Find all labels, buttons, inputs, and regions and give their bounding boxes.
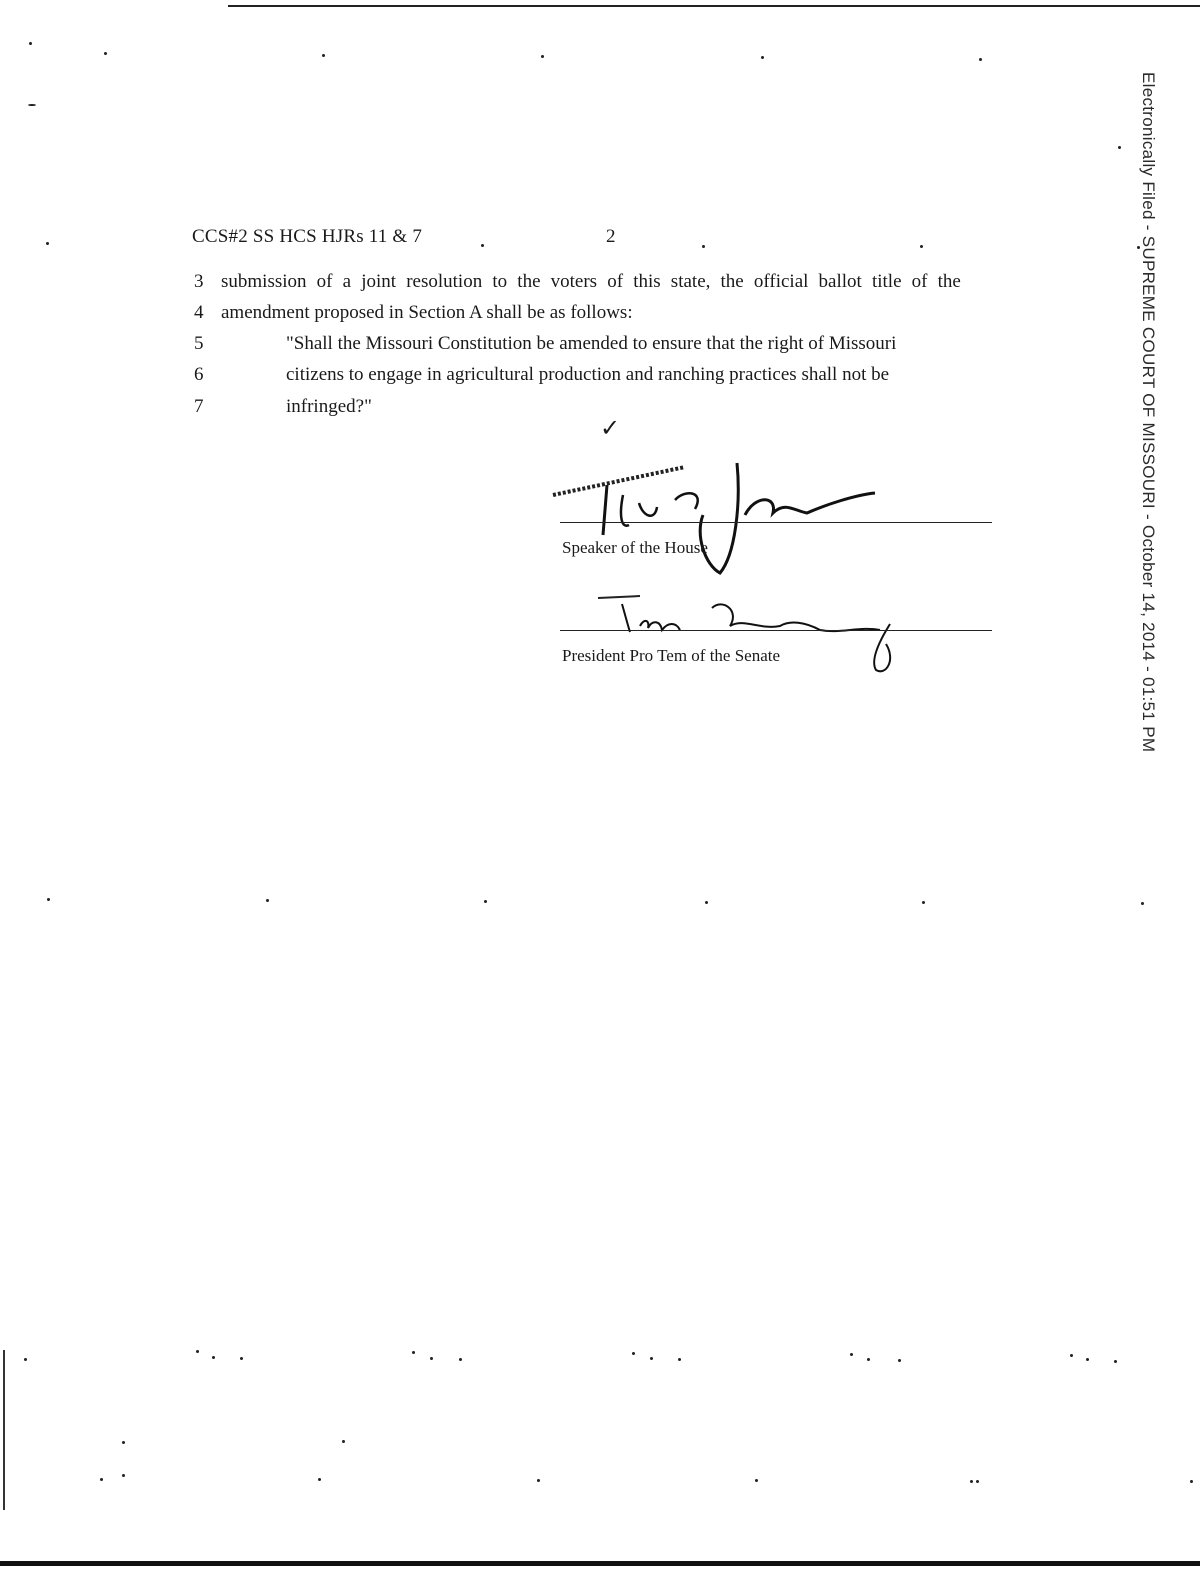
left-edge-line [3, 1350, 5, 1510]
line-number: 6 [194, 364, 204, 385]
speaker-label: Speaker of the House [562, 538, 708, 557]
line-number: 7 [194, 396, 204, 417]
ballot-title-line: citizens to engage in agricultural production and ranching practices shall not be [286, 364, 890, 385]
speaker-signature-line [560, 522, 992, 523]
senate-signature-line [560, 630, 992, 631]
senate-signature [590, 590, 920, 680]
text-line: amendment proposed in Section A shall be as follows: [221, 302, 633, 323]
page-number: 2 [606, 226, 616, 247]
senate-label: President Pro Tem of the Senate [562, 646, 781, 665]
line-number: 4 [194, 302, 204, 323]
line-number: 3 [194, 271, 204, 292]
speaker-signature [545, 455, 885, 585]
ballot-title-line: "Shall the Missouri Constitution be amended to ensure that the right of Missouri [286, 333, 897, 354]
top-border-line [228, 5, 1200, 7]
line-number: 5 [194, 333, 204, 354]
bottom-border-line [0, 1561, 1200, 1566]
ballot-title-line: infringed?" [286, 396, 372, 417]
electronic-filing-stamp: Electronically Filed - SUPREME COURT OF MISSOURI - October 14, 2014 - 01:51 PM [1139, 72, 1158, 753]
text-line: submission of a joint resolution to the voters of this state, the official ballot title of the [221, 271, 961, 292]
checkmark: ✓ [600, 416, 621, 442]
document-id: CCS#2 SS HCS HJRs 11 & 7 [192, 226, 423, 247]
